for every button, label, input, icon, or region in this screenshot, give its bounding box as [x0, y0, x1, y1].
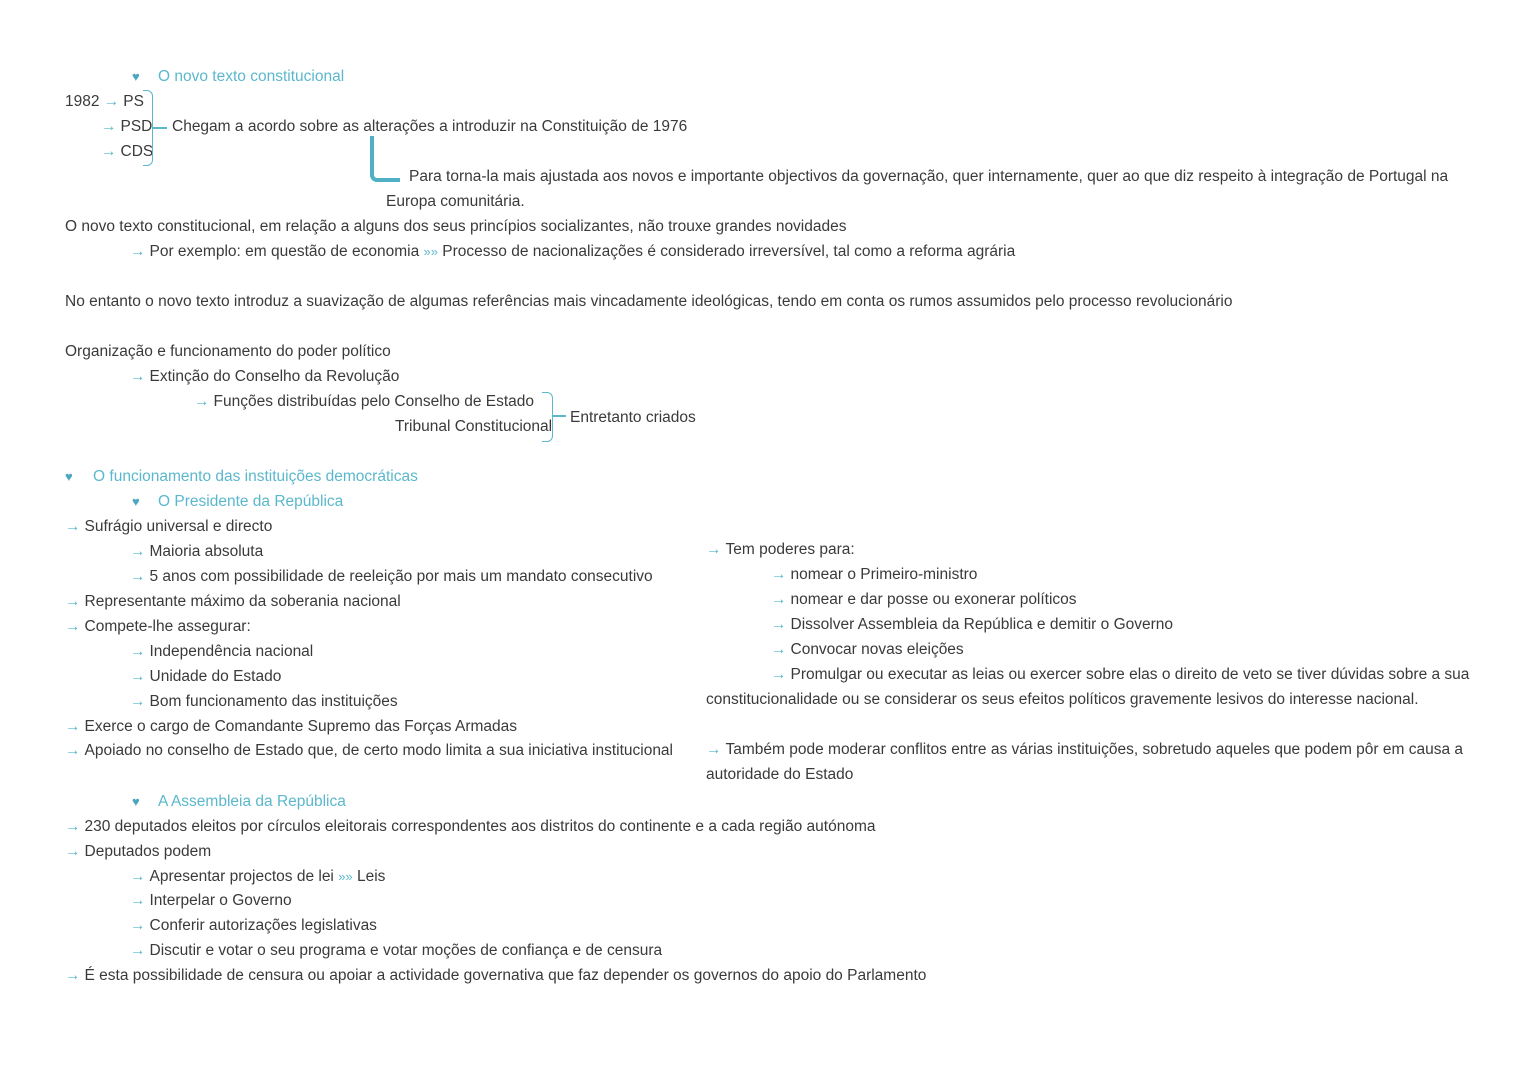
list-item: [130, 542, 263, 562]
list-item: [65, 741, 673, 761]
list-item: [130, 642, 313, 662]
arrow-icon: →: [771, 641, 787, 658]
heading-text: O Presidente da República: [158, 493, 344, 510]
party-psd: PSD: [120, 118, 153, 135]
arrow-icon: →: [101, 143, 117, 160]
heading-text: O novo texto constitucional: [158, 68, 345, 85]
purpose-line-2: Europa comunitária.: [386, 193, 525, 210]
list-item: [130, 567, 653, 587]
list-item: [771, 590, 1077, 610]
list-item-text: Exerce o cargo de Comandante Supremo das Forças Armadas: [84, 718, 518, 735]
list-item-text: Maioria absoluta: [149, 543, 264, 560]
list-item: [130, 667, 281, 687]
arrow-icon: →: [103, 93, 120, 110]
list-item-text: Discutir e votar o seu programa e votar moções de confiança e de censura: [149, 942, 663, 959]
powers-title: [706, 540, 855, 560]
arrow-icon: →: [771, 566, 787, 583]
list-item-text: Deputados podem: [84, 843, 212, 860]
example-a: Por exemplo: em questão de economia: [149, 243, 420, 260]
paragraph: O novo texto constitucional, em relação a alguns dos seus princípios socializantes, não trouxe grandes novidades: [65, 218, 847, 235]
list-item: [771, 640, 964, 660]
section-heading: [132, 67, 344, 87]
arrow-icon: →: [130, 368, 146, 385]
org-item: [194, 392, 534, 412]
arrow-icon: →: [706, 541, 722, 558]
list-item-text: nomear o Primeiro-ministro: [790, 566, 978, 583]
arrow-icon: →: [130, 543, 146, 560]
list-item-text: Dissolver Assembleia da República e demitir o Governo: [790, 616, 1174, 633]
heading-text: A Assembleia da República: [158, 793, 346, 810]
list-item-text: Bom funcionamento das instituições: [149, 693, 398, 710]
org-item-text: Funções distribuídas pelo Conselho de Estado: [213, 393, 535, 410]
list-item-text: Também pode moderar conflitos entre as várias instituições, sobretudo aqueles que podem pôr em causa a: [725, 741, 1464, 758]
list-item: [65, 517, 272, 537]
example-b: Processo de nacionalizações é considerado irreversível, tal como a reforma agrária: [442, 243, 1016, 260]
list-item-text: Representante máximo da soberania nacional: [84, 593, 401, 610]
arrow-icon: →: [65, 742, 81, 759]
list-item-text: Leis: [356, 868, 386, 885]
arrow-icon: →: [65, 518, 81, 535]
list-item: [771, 565, 977, 585]
list-item-text: É esta possibilidade de censura ou apoiar a actividade governativa que faz depender os governos do apoio do Parlamento: [84, 967, 927, 984]
list-item: [771, 615, 1173, 635]
list-item: [65, 592, 401, 612]
arrow-icon: →: [706, 741, 722, 758]
list-item-text: 5 anos com possibilidade de reeleição por mais um mandato consecutivo: [149, 568, 653, 585]
arrow-icon: →: [65, 967, 81, 984]
list-item: [65, 842, 211, 862]
list-item-text: Apresentar projectos de lei: [149, 868, 334, 885]
list-item-text: Convocar novas eleições: [790, 641, 964, 658]
arrow-icon: →: [130, 243, 146, 260]
subsection-heading: [132, 492, 343, 512]
heading-text: O funcionamento das instituições democráticas: [93, 468, 418, 485]
arrow-icon: →: [130, 668, 146, 685]
year: 1982: [65, 93, 100, 110]
party-cds: CDS: [120, 143, 154, 160]
arrow-icon: →: [771, 616, 787, 633]
year-line: [65, 92, 144, 112]
list-item: [130, 692, 398, 712]
org-note: Entretanto criados: [570, 409, 696, 426]
list-item: [65, 717, 517, 737]
list-item-continuation: autoridade do Estado: [706, 766, 854, 783]
section-heading: [65, 467, 418, 487]
double-chevron-icon: »»: [423, 244, 438, 259]
arrow-icon: →: [65, 618, 81, 635]
list-item-text: 230 deputados eleitos por círculos eleitorais correspondentes aos distritos do continente e a cada região autónoma: [84, 818, 876, 835]
l-connector: [370, 136, 400, 182]
list-item-text: Sufrágio universal e directo: [84, 518, 273, 535]
list-item: [65, 966, 926, 986]
heart-icon: ♥: [65, 469, 73, 484]
arrow-icon: →: [771, 666, 787, 683]
list-item: [65, 617, 251, 637]
example-line: [130, 242, 1015, 262]
list-item-continuation: constitucionalidade ou se considerar os seus efeitos políticos gravemente lesivos do interesse nacional.: [706, 691, 1419, 708]
list-item-text: Apoiado no conselho de Estado que, de certo modo limita a sua iniciativa institucional: [84, 742, 674, 759]
list-item-text: Interpelar o Governo: [149, 892, 292, 909]
paragraph: No entanto o novo texto introduz a suavização de algumas referências mais vincadamente ideológicas, tendo em conta os rumos assumidos pelo processo revolucionário: [65, 293, 1233, 310]
arrow-icon: →: [130, 917, 146, 934]
list-item: [130, 941, 662, 961]
list-item-text: Compete-lhe assegurar:: [84, 618, 251, 635]
arrow-icon: →: [65, 818, 81, 835]
list-item: [65, 817, 876, 837]
list-item-text: Unidade do Estado: [149, 668, 282, 685]
bracket: [542, 392, 553, 442]
list-item: [706, 740, 1463, 760]
arrow-icon: →: [130, 568, 146, 585]
party-ps: PS: [123, 93, 144, 110]
list-item-text: nomear e dar posse ou exonerar políticos: [790, 591, 1077, 608]
arrow-icon: →: [65, 843, 81, 860]
arrow-icon: →: [130, 643, 146, 660]
arrow-icon: →: [194, 393, 210, 410]
list-item: [130, 916, 377, 936]
list-item-text: Tem poderes para:: [725, 541, 855, 558]
org-item-text: Tribunal Constitucional: [395, 418, 553, 435]
arrow-icon: →: [130, 868, 146, 885]
list-item-text: Independência nacional: [149, 643, 314, 660]
heart-icon: ♥: [132, 494, 140, 509]
arrow-icon: →: [65, 718, 81, 735]
arrow-icon: →: [130, 693, 146, 710]
list-item: [771, 665, 1469, 685]
heart-icon: ♥: [132, 69, 140, 84]
arrow-icon: →: [130, 942, 146, 959]
list-item-text: Conferir autorizações legislativas: [149, 917, 377, 934]
arrow-icon: →: [101, 118, 117, 135]
bracket: [143, 90, 153, 166]
org-title: Organização e funcionamento do poder político: [65, 343, 391, 360]
heart-icon: ♥: [132, 794, 140, 809]
list-item-text: Promulgar ou executar as leias ou exercer sobre elas o direito de veto se tiver dúvidas sobre a sua: [790, 666, 1470, 683]
arrow-icon: →: [130, 892, 146, 909]
arrow-icon: →: [65, 593, 81, 610]
list-item: [130, 891, 292, 911]
subsection-heading: [132, 792, 346, 812]
agreement-text: Chegam a acordo sobre as alterações a introduzir na Constituição de 1976: [172, 118, 688, 135]
org-item: [130, 367, 399, 387]
purpose-line-1: Para torna-la mais ajustada aos novos e importante objectivos da governação, quer internamente, quer ao que diz respeito à integração de Portugal na: [409, 168, 1449, 185]
list-item: [130, 867, 385, 887]
bracket-tick: [553, 415, 566, 417]
arrow-icon: →: [771, 591, 787, 608]
double-chevron-icon: »»: [338, 869, 353, 884]
org-item-text: Extinção do Conselho da Revolução: [149, 368, 400, 385]
bracket-tick: [153, 127, 167, 129]
